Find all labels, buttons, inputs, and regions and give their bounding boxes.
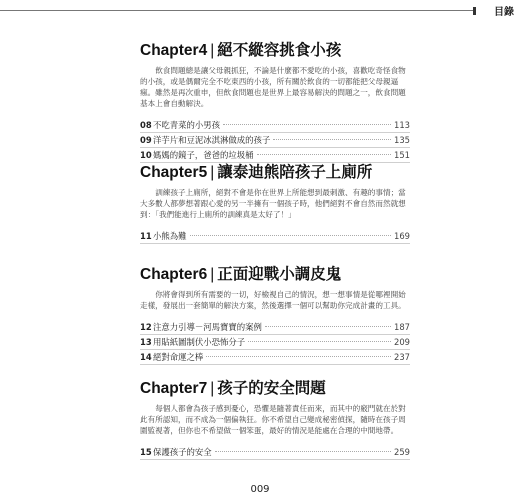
header-label: 目錄: [494, 7, 514, 18]
chapter-number: Chapter4: [140, 42, 208, 59]
entry-title: 絕對命運之棒: [153, 352, 204, 362]
chapter-title: 正面迎戰小調皮鬼: [217, 265, 342, 283]
entry-page: 135: [394, 135, 410, 145]
entry-number: 09: [140, 135, 152, 145]
chapter-heading: [140, 376, 425, 398]
chapter-section: [140, 262, 425, 365]
chapter-title: 讓泰迪熊陪孩子上廁所: [217, 163, 373, 181]
chapter-heading: [140, 262, 425, 284]
entry-page: 169: [394, 231, 410, 241]
entry-title: 媽媽的鏡子，爸爸的垃圾桶: [153, 150, 254, 160]
leader-dots: [215, 451, 391, 452]
toc-list: [140, 229, 410, 244]
entry-page: 237: [394, 352, 410, 362]
entry-page: 259: [394, 447, 410, 457]
entry-number: 15: [140, 447, 152, 457]
chapter-intro: 你將會得到所有需要的一切，好檢視自己的情況，想一想事情是從哪裡開始走樣，發展出一套簡單的解決方案，然後選擇一個可以幫助你完成計畫的工具。: [140, 290, 406, 310]
chapter-number: Chapter6: [140, 266, 208, 283]
entry-number: 08: [140, 120, 152, 130]
leader-dots: [273, 139, 391, 140]
chapter-section: [140, 376, 425, 460]
chapter-title: 絕不縱容挑食小孩: [217, 41, 342, 59]
chapter-section: [140, 38, 425, 163]
entry-page: 187: [394, 322, 410, 332]
toc-entry[interactable]: [140, 335, 410, 350]
toc-entry[interactable]: [140, 350, 410, 365]
toc-entry[interactable]: [140, 229, 410, 244]
toc-entry[interactable]: [140, 133, 410, 148]
toc-entry[interactable]: [140, 320, 410, 335]
leader-dots: [265, 326, 391, 327]
chapter-heading: [140, 38, 425, 60]
header-marker: [473, 7, 476, 15]
entry-title: 注意力引導－河馬寶寶的案例: [153, 322, 262, 332]
toc-list: [140, 118, 410, 163]
entry-title: 保護孩子的安全: [153, 447, 212, 457]
entry-number: 14: [140, 352, 152, 362]
entry-number: 13: [140, 337, 152, 347]
entry-title: 不吃青菜的小男孩: [153, 120, 220, 130]
entry-page: 151: [394, 150, 410, 160]
entry-title: 小熊為難: [153, 231, 187, 241]
entry-number: 11: [140, 231, 152, 241]
entry-number: 10: [140, 150, 152, 160]
title-separator: |: [210, 42, 215, 59]
title-separator: |: [210, 380, 215, 397]
chapter-heading: [140, 160, 425, 182]
toc-entry[interactable]: [140, 445, 410, 460]
chapter-intro: 訓練孩子上廁所，絕對不會是你在世界上所能想到最刺激、有趣的事情；當大多數人都夢想著跟心愛的另一半擁有一個孩子時，他們絕對不會自然而然就想到：「我們能進行上廁所的訓練真是太好了！」: [140, 188, 406, 219]
toc-list: [140, 320, 410, 365]
entry-page: 209: [394, 337, 410, 347]
header-rule: [0, 10, 476, 11]
entry-number: 12: [140, 322, 152, 332]
running-header: [0, 4, 520, 18]
entry-page: 113: [394, 120, 410, 130]
chapter-title: 孩子的安全問題: [217, 379, 326, 397]
entry-title: 用貼紙圖制伏小恐怖分子: [153, 337, 246, 347]
leader-dots: [223, 124, 391, 125]
chapter-number: Chapter5: [140, 164, 208, 181]
toc-entry[interactable]: [140, 118, 410, 133]
chapter-number: Chapter7: [140, 380, 208, 397]
title-separator: |: [210, 164, 215, 181]
chapter-intro: 每個人都會為孩子感到憂心，恐懼是隨著責任而來，而其中的竅門就在於對此有所認知，而不成為一個偏執狂。你不希望自己變成秘密偵探，隨時在孩子周圍監視著，但你也不希望做一個笨蛋，最好的情況是能處在合理的中間地帶。: [140, 404, 406, 435]
toc-list: [140, 445, 410, 460]
leader-dots: [248, 341, 391, 342]
title-separator: |: [210, 266, 215, 283]
leader-dots: [206, 356, 391, 357]
page-number: 009: [250, 484, 270, 495]
entry-title: 洋芋片和豆泥冰淇淋做成的孩子: [153, 135, 271, 145]
chapter-intro: 飲食問題總是讓父母親抓狂，不論是什麼都不愛吃的小孩，喜歡吃奇怪食物的小孩，或是偶爾完全不吃東西的小孩，所有關於飲食的一切都能把父母親逼瘋。雖然是再次重申，但飲食問題也是世界上最容易解決的問題之一，飲食問題基本上會自動解決。: [140, 66, 406, 108]
leader-dots: [257, 154, 392, 155]
leader-dots: [190, 235, 392, 236]
chapter-section: [140, 160, 425, 244]
